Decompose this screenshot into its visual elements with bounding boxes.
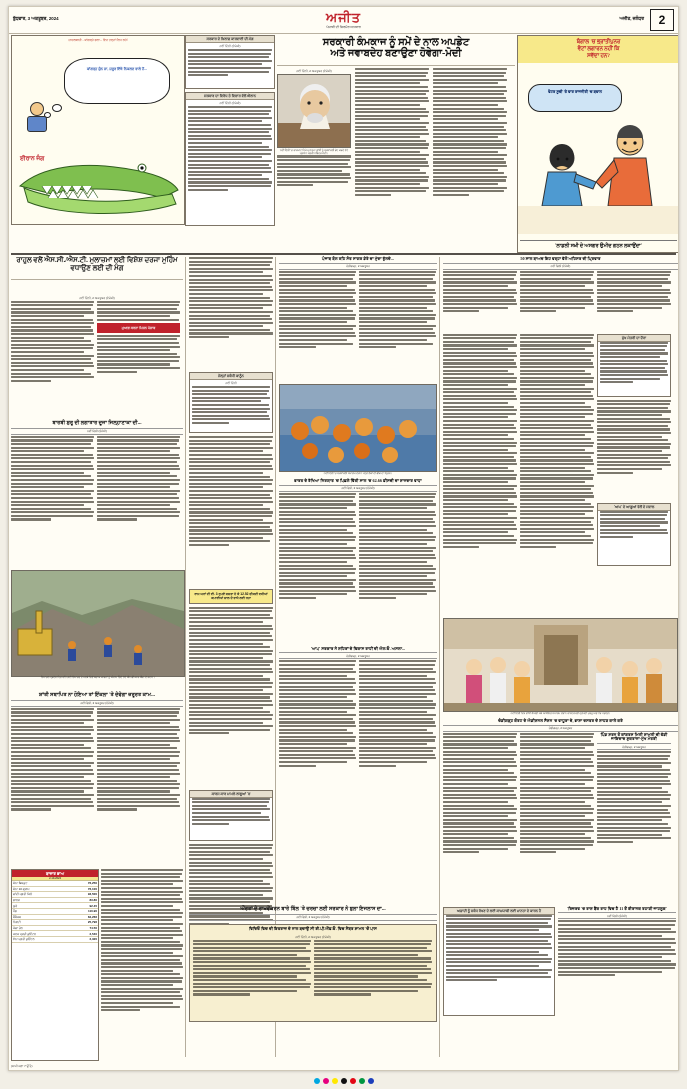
side-box-5	[597, 503, 671, 566]
inset-red-box: ਮੁਆਫ਼ ਕਰਨਾ ਮਿਸ਼ਨ ਪੰਜਾਬ	[97, 323, 180, 333]
market-row-value: 74.50	[89, 926, 97, 931]
cartoon-right-bottom-title: 'ਲਾਡਲੀ ਸਖ਼ੀ ਦੇ ਅਸਗਰ ਉਮੀਦ ਗਠਨ ਲਕਾਉਂਦਾ'	[520, 240, 677, 249]
photo-rescue	[11, 570, 185, 677]
side-box-6-head: ਕਾਰਜ ਕਾਰ ਮਾਮਲੇ ਲਾਗੂਆਂ 'ਚ	[190, 791, 272, 798]
right-col1-a	[443, 271, 517, 331]
lead-photo-caption: ਨਵੀਂ ਦਿੱਲੀ 'ਚ ਰਾਜਘਾਟ ਵਿਖੇ ਮਹਾਤਮਾ ਗਾਂਧੀ ਨੂੰ ਸ਼ਰਧਾਂਜਲੀ ਭੇਟ ਕਰਦੇ ਹੋਏ ਪ੍ਰਧਾਨ ਮੰਤਰੀ ਨਰਿੰਦਰ ਮੋਦੀ।	[279, 148, 349, 155]
table-row	[12, 937, 98, 943]
side-box-3-byline: ਨਵੀਂ ਦਿੱਲੀ	[225, 381, 237, 385]
lead-headline-1: ਸਰਕਾਰੀ ਕੰਮਕਾਜ ਨੂੰ ਸਮੇਂ ਦੇ ਨਾਲ ਅਪਡੇਟ	[322, 37, 470, 48]
market-title: ਬਾਜ਼ਾਰ ਭਾਅ	[12, 870, 98, 877]
story-defence-byline: ਨਵੀਂ ਦਿੱਲੀ, 2 ਅਕਤੂਬਰ (ਏਜੰਸੀ)	[279, 485, 437, 492]
story-women-bill-headline: ਔਰਤਾਂ ਦੇ ਰਾਖਵੇਂਕਰਨ ਬਾਰੇ ਬਿੱਲ 'ਤੇ ਚਰਚਾ ਲਈ ਸਰਕਾਰ ਨੇ ਬੁਲਾ ਇਜਲਾਸ ਦਾ...	[240, 906, 386, 912]
market-rows	[12, 881, 98, 943]
lead-photo	[277, 74, 351, 148]
story-cm-headline: ਪਿੰਡ ਸ਼ਰਨ ਤੋਂ ਕਾਂਗਰਸ ਮਿਲੀ ਸ਼ਾਮਲੀ ਦੀ ਵੱਡੀ ਜਾਇਦਾਦ ਸ਼ੁਕਰਾਨਾ-ਮੁੱਖ ਮੰਤਰੀ	[600, 731, 668, 742]
story-defence-col1	[279, 493, 356, 643]
market-row-value: 76,100	[87, 886, 97, 891]
photo-crowd	[279, 384, 437, 472]
story-sangam-headline: ਪੰਜਾਬ ਬੋਲ ਰਹਿ ਸੰਤ ਸਾਗਰ ਡੇਰੇ ਦਾ ਮੁੱਦਾ ਝੁੱਲਦੇ...	[322, 256, 394, 261]
lead-story	[277, 35, 515, 251]
inset-yellow-box	[189, 589, 273, 604]
masthead	[9, 7, 678, 34]
right-col2-b	[520, 334, 594, 614]
story-rahul-headline: ਰਾਹੁਲ ਵਲੋਂ ਐਸ.ਸੀ./ਐਸ.ਟੀ. ਮੁਲਾਜ਼ਮਾਂ ਲਈ ਵਿਸ਼ੇਸ਼ ਦਰਜਾ ਮੁਹਿੰਮ ਵਧਾਉਣ ਲਈ ਦੀ ਮੰਗ	[16, 256, 178, 272]
story-barbie	[11, 421, 183, 567]
side-box-3-head: ਜੇਲ੍ਹਾਂ ਸਬੰਧੀ ਕਾਨੂੰਨ	[190, 373, 272, 380]
cartoon-left-label: ਈਰਾਨ ਜੰਗ	[20, 156, 45, 162]
market-row-name: ਨਿਫਟੀ	[13, 920, 21, 925]
side-box-6	[189, 790, 273, 841]
story-peace	[11, 693, 183, 863]
side-box-1-head: ਸਰਕਾਰ ਦੇ ਖ਼ਿਲਾਫ਼ ਕਾਰਵਾਈ ਦੀ ਮੰਗ	[186, 36, 274, 43]
market-row-value: 84,266	[87, 914, 97, 919]
bottom-left-filler-text	[101, 869, 183, 1059]
cmyk-registration-marks	[314, 1078, 374, 1084]
side-box-8-head: ਅਜ਼ਾਦੀ ਨੂੰ ਸਬੰਧ ਰੱਖਣ ਦੇ ਲਈ ਕਾਮਯਾਬੀ ਲਈ ਮਾਨਤਾ ਦੇ ਕਾਰਨ ਹੈ	[444, 908, 554, 915]
side-box-3	[189, 372, 273, 433]
story-cm-byline: ਚੰਡੀਗੜ੍ਹ, 2 ਅਕਤੂਬਰ	[597, 743, 671, 750]
story-women-bill-byline: ਨਵੀਂ ਦਿੱਲੀ, 2 ਅਕਤੂਬਰ (ਏਜੰਸੀ)	[189, 914, 437, 921]
market-date: 2-10-2024	[12, 877, 98, 881]
lead-byline: ਨਵੀਂ ਦਿੱਲੀ, 2 ਅਕਤੂਬਰ (ਏਜੰਸੀ)	[296, 69, 332, 73]
story-barbie-col2	[97, 436, 180, 551]
side-box-8	[443, 907, 555, 1016]
masthead-logo	[326, 10, 361, 29]
masthead-date: ਬੁੱਧਵਾਰ, 3 ਅਕਤੂਬਰ, 2024	[13, 16, 59, 21]
market-row-value: 25,796	[87, 920, 97, 925]
story-rahul-col2	[97, 301, 180, 413]
story-efpo-headline: ਵਿਦਿਓ ਵਿਚ ਦੀ ਇਤਰਾਜ਼ ਦੇ ਨਾਲ ਬਚਾਉਂ ਸੀ ਈ.ਪੀ.ਐੱਫ਼.ਓ. ਵਿਚ ਮੈਂਬਰ ਸ਼ਾਮਲ 'ਚੋਂ ਪਾਸ	[249, 925, 377, 931]
side-box-8-body	[444, 915, 554, 1015]
story-chandigarh-byline: ਚੰਡੀਗੜ੍ਹ, 2 ਅਕਤੂਬਰ	[443, 725, 678, 732]
cartoon-left-bubble: ਕਾਂਗੜ੍ਹ ਸ਼ੁੰਨ ਜਾ, ਜ਼ਰੂਰ ਇੱਥੇ ਨਿਕਲਣ ਵਾਲੇ ਹੋਂ...	[86, 67, 148, 71]
side-box-2-head: ਸਰਕਾਰ ਦਾ ਵਿਰੋਧ ਤੇ ਵਿਚਾਰ ਵੱਲੋਂ ਐਲਾਨ	[186, 93, 274, 100]
story-women-bill	[189, 907, 437, 1057]
story-efpo-box	[189, 924, 437, 1022]
right-column	[443, 257, 678, 1057]
market-row-name: ਝੋਨਾ ਪ੍ਰਤੀ ਕੁਇੰਟਲ	[13, 937, 35, 942]
market-row-name: ਕਣਕ ਪ੍ਰਤੀ ਕੁਇੰਟਲ	[13, 931, 36, 936]
market-row-value: 83.80	[89, 898, 97, 903]
right-col1-b	[443, 334, 517, 614]
market-row-name: ਚਾਂਦੀ ਪ੍ਰਤੀ ਕਿਲੋ	[13, 892, 33, 897]
market-row-name: ਸੋਨਾ 10 ਗ੍ਰਾਮ	[13, 886, 30, 891]
side-box-5-body	[598, 511, 670, 565]
side-box-1	[185, 35, 275, 89]
right-col2-a	[520, 271, 594, 331]
market-row-name: ਯੂਰੋ	[13, 903, 18, 908]
story-rahul	[11, 257, 183, 417]
cartoon-right-bubble: ਵੋਟਰ ਸੂਚੀ 'ਤੇ ਵਾਰ ਰਾਜਨੀਤੀ 'ਚ ਬਵਾਲ	[548, 90, 602, 94]
story-chandigarh-col2	[520, 733, 594, 903]
masthead-logo-subtitle: ਪੰਜਾਬੀ ਦੀ ਸਿਰਮੌਰ ਅਖ਼ਬਾਰ	[326, 25, 361, 29]
story-50years-headline: 50 ਸਾਲ ਬਾਅਦ ਇਹ ਵਰ੍ਹਾ ਵੱਲੋਂ ਅਹਿਸਰ ਦੀ ਪ੍ਰਿਵਾਰ	[520, 256, 601, 261]
side-box-3-body	[190, 386, 272, 432]
story-efpo-col1	[193, 940, 311, 1018]
page-number: 2	[650, 9, 674, 31]
story-peace-headline: ਸ਼ਾਂਤੀ ਸਥਾਪਿਤ ਨਾ ਹੋਇਆ ਤਾਂ ਇੱਕਲਾ 'ਤੇ ਦੇਵੇਗਾ ਜ਼ਰੂਰਤ ਕਾਮ...	[39, 692, 155, 698]
story-peace-byline: ਨਵੀਂ ਦਿੱਲੀ, 2 ਅਕਤੂਬਰ (ਏਜੰਸੀ)	[11, 700, 183, 707]
cartoon-right-figures	[518, 114, 679, 234]
right-col3-a	[597, 271, 671, 331]
market-row-value: 92.45	[89, 903, 97, 908]
lead-col1-body	[277, 155, 351, 195]
photo-crowd-caption: ਨਵੀਂ ਦਿੱਲੀ 'ਚ ਸ਼ਰਧਾਂਜਲੀ ਸਮਾਗਮ ਦੌਰਾਨ ਪਹੁੰਚੇ ਲੋਕਾਂ ਦੀ ਭੀੜ ਦਾ ਦ੍ਰਿਸ਼।	[323, 472, 393, 476]
side-box-4-head: ਮੁੱਖ ਮੰਤਰੀ ਦਾ ਦੌਰਾ	[598, 335, 670, 342]
side-box-1-body	[186, 49, 274, 79]
story-peace-col1	[11, 708, 94, 850]
market-row-name: ਕੱਚਾ ਤੇਲ	[13, 926, 23, 931]
story-defence-headline: ਭਾਰਤ ਦੇ ਰੱਖਿਆ ਨਿਰਯਾਤ 'ਚ ਪਿਛਲੇ ਵਿੱਤੀ ਸਾਲ 'ਚ 62.66 ਫ਼ੀਸਦੀ ਦਾ ਸ਼ਾਨਦਾਰ ਵਾਧਾ	[294, 477, 422, 483]
right-col3-b	[597, 400, 671, 500]
mid-col-text-3	[189, 607, 273, 787]
market-row-value: 2,540	[89, 931, 97, 936]
market-row-value: 93,500	[87, 892, 97, 897]
cartoon-left	[11, 35, 185, 225]
story-barbie-headline: ਬਾਰਬੀ ਸ਼ੁਰੂ ਦੀ ਲਗਾਤਾਰ ਦੂਜਾ ਜਿਲ੍ਹਾਣਾਕਾ ਦੀ...	[52, 420, 142, 426]
market-row-name: ਸੈਂਸੈਕਸ	[13, 914, 22, 919]
top-side-column	[185, 35, 275, 223]
story-efpo-col2	[314, 940, 432, 1018]
lead-col2-body	[355, 68, 429, 248]
mid-col-text-2	[189, 436, 273, 586]
story-reserve-byline: ਨਵੀਂ ਦਿੱਲੀ (ਏਜੰਸੀ)	[558, 912, 676, 919]
lead-headline-2: ਅਤੇ ਜਵਾਬਦੇਹ ਬਣਾਉਣਾ ਹੋਵੇਗਾ-ਮੋਦੀ	[330, 48, 462, 60]
story-barbie-byline: ਨਵੀਂ ਦਿੱਲੀ (ਏਜੰਸੀ)	[11, 428, 183, 435]
mid-col-text-1	[189, 257, 273, 369]
story-50years-byline: ਨਵੀਂ ਦਿੱਲੀ (ਏਜੰਸੀ)	[443, 263, 678, 270]
story-chandigarh-headline: ਚੰਡੀਗੜ੍ਹ ਕੋਰਟ ਦੇ ਐਡੀਸ਼ਨਲ ਸੈਸ਼ਨ 'ਚ ਵਾਧੂਰਾ ਦੇ, ਭਾਸ਼ਾ ਦਸਤਰ ਦੇ ਸ਼ਾਹਣ ਕਾਲੇ ਕਰੇ	[498, 717, 623, 723]
story-rahul-byline: ਨਵੀਂ ਦਿੱਲੀ, 2 ਅਕਤੂਬਰ (ਏਜੰਸੀ)	[79, 295, 115, 300]
side-box-1-byline: ਨਵੀਂ ਦਿੱਲੀ (ਏਜੰਸੀ)	[219, 44, 241, 48]
side-box-5-head: 'ਆਪ' ਦੇ ਆਗੂਆਂ ਵੱਲੋਂ ਦੇ ਸਵਾਲ	[598, 504, 670, 511]
market-row-value: 76,250	[87, 881, 97, 886]
lead-col3-body	[433, 68, 507, 248]
masthead-logo-text: ਅਜੀਤ	[326, 10, 361, 25]
cartoon-right	[517, 35, 679, 253]
story-efpo-byline: ਨਵੀਂ ਦਿੱਲੀ, 2 ਅਕਤੂਬਰ (ਏਜੰਸੀ)	[295, 934, 331, 939]
photo-ceremony-caption: ਨਵੀਂ ਦਿੱਲੀ ਵਿਖੇ ਗਾਂਧੀ ਜੈਅੰਤੀ ਮੌਕੇ ਆਯੋਜਿਤ ਸਮਾਗਮ ਦੌਰਾਨ ਰਾਸ਼ਟਰਪਤੀ ਦ੍ਰੌਪਦੀ ਮੁਰਮੂ ਅਤੇ ਹੋਰ ਪਤਵੰਤੇ।	[510, 712, 611, 716]
newspaper-sheet	[8, 6, 679, 1071]
story-chandigarh-col1	[443, 733, 517, 903]
photo-ceremony	[443, 618, 678, 712]
market-rates-box	[11, 869, 99, 1061]
side-box-4	[597, 334, 671, 397]
cartoon-right-title-3: ਸਵੱਦਾ ਹਨ?	[587, 53, 610, 59]
market-row-name: ਸੋਨਾ ਬਿਸਕੁਟ	[13, 881, 28, 886]
market-row-value: 110.90	[87, 909, 97, 914]
market-row-name: ਡਾਲਰ	[13, 898, 20, 903]
story-sangam-col1	[279, 271, 356, 381]
story-aap-col1	[279, 660, 356, 810]
market-row-name: ਪੌਂਡ	[13, 909, 17, 914]
cartoon-right-title-2: ਵੋਟਾਂ ਲਗਾਰਨ ਨਹੀਂ ਕਿ	[577, 46, 620, 52]
crocodile-illustration	[12, 128, 184, 224]
story-cm-body	[597, 751, 671, 881]
inset-yellow-text: ਰਾਜ ਘਰਾਂ ਦੀ ਈ. 3 ਰੁਪਏ ਸਸਤਾ ਹੋ ਕੇ 12.52 ਫੀਸਦੀ ਵਧੀਆਂ ਕਮਾਈਆਂ ਸਾਲ ਦੇ ਵਾਧੇ ਲਈ ਰਹਾ	[194, 592, 268, 601]
cartoon-right-title-1: ਬੰਗਾਲ 'ਚ ਭ੍ਰਾਂਤੀਪੁਨਰ	[576, 39, 621, 45]
side-box-6-body	[190, 798, 272, 840]
market-row-value: 2,320	[89, 937, 97, 942]
cartoon-left-caption: ਜ਼ਾਹਲਬਾਜ਼ੀ - ਕਾਂਗੜ੍ਹੇ ਭਲਾ... ਇਹ ਤਰ੍ਹਾਂ ਲਿਖ ਰਹੇ!	[68, 38, 128, 42]
side-box-4-body	[598, 342, 670, 396]
photo-rescue-caption: ਹਿਮਾਚਲ ਪ੍ਰਦੇਸ਼ ਵਿਚ ਢਹਿ ਗਈ ਇਮਾਰਤ ਦੇ ਮਲਬੇ ਵਿਚੋਂ ਬਚਾਅ ਕਾਰਜਾਂ ਨੂੰ ਅੰਜਾਮ ਦਿੰਦੇ ਹੋਏ ਐੱਨ.ਡੀ.ਆਰ.ਐੱਫ. ਦੇ ਜਵਾਨ।	[40, 675, 156, 679]
story-barbie-col1	[11, 436, 94, 551]
story-reserve-body	[558, 920, 676, 1002]
story-sangam-col2	[359, 271, 436, 381]
story-peace-col2	[97, 708, 180, 850]
story-aap-byline: ਚੰਡੀਗੜ੍ਹ, 2 ਅਕਤੂਬਰ	[279, 652, 437, 659]
story-sangam-byline: ਚੰਡੀਗੜ੍ਹ, 2 ਅਕਤੂਬਰ	[279, 263, 437, 270]
story-rahul-col1	[11, 301, 94, 413]
side-box-2-byline: ਨਵੀਂ ਦਿੱਲੀ (ਏਜੰਸੀ)	[219, 101, 241, 105]
side-box-2-body	[186, 106, 274, 214]
continued-tagline: (ਬਾਕੀ ਸਫ਼ਾ 7 ਉੱਤੇ)	[11, 1064, 33, 1068]
story-aap-col2	[359, 660, 436, 810]
story-defence-col2	[359, 493, 436, 643]
story-aap-headline: 'ਆਪ' ਸਰਕਾਰ ਨੇ ਸ਼ਹਿਰਾਂ ਦੇ ਵਿਕਾਸ ਰਾਹੀਂ ਦੀ ਐਲ.ਓ. ਅਸਲਾ...	[310, 645, 406, 651]
story-reserve-headline: 'ਰਿਜ਼ਰਵ 'ਚ ਰਾਸ਼ ਬੈਂਕ ਰਾਹ ਵਿਚ ਹੈ 11 ਤੋਂ ਈਰਾਨਕ ਰਹਾਣੀ ਜਾਹਲੂਕ'	[567, 905, 667, 911]
side-box-2	[185, 92, 275, 226]
masthead-place: ਅਜੀਤ, ਜਲੰਧਰ	[619, 16, 644, 21]
